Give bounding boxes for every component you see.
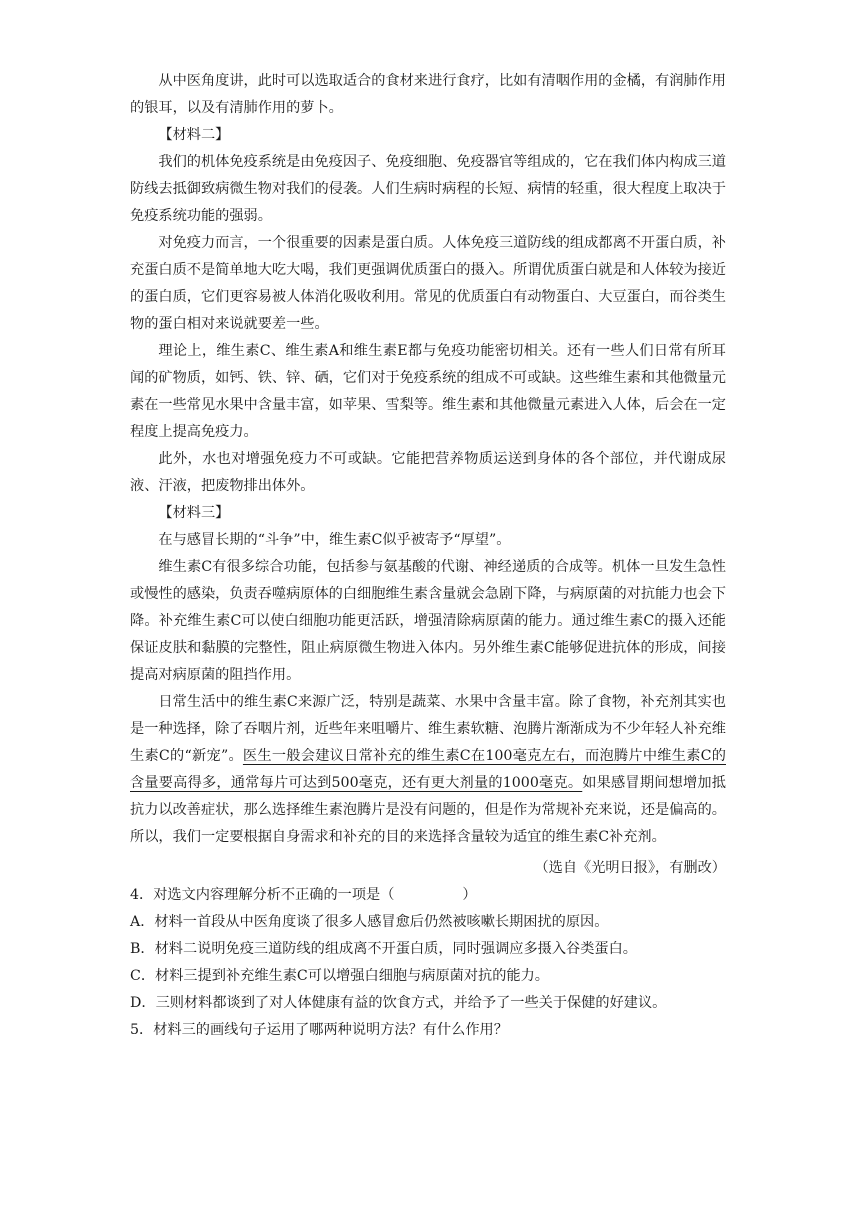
question-4-option-a: A．材料一首段从中医角度谈了很多人感冒愈后仍然被咳嗽长期困扰的原因。 — [130, 914, 609, 930]
question-4-option-b: B．材料二说明免疫三道防线的组成离不开蛋白质，同时强调应多摄入谷类蛋白。 — [130, 941, 637, 957]
document-page — [130, 68, 726, 1044]
material3-paragraph-3 — [130, 689, 726, 851]
question-5-stem: 5．材料三的画线句子运用了哪两种说明方法？有什么作用？ — [130, 1022, 508, 1038]
material2-heading: 【材料二】 — [158, 127, 230, 143]
material3-paragraph-2: 维生素C有很多综合功能，包括参与氨基酸的代谢、神经递质的合成等。机体一旦发生急性或慢性的感染，负责吞噬病原体的白细胞维生素含量就会急剧下降，与病原菌的对抗能力也会下降。补充维生素C可以使白细胞功能更活跃，增强清除病原菌的能力。通过维生素C的摄入还能保证皮肤和黏膜的完整性，阻止病原微生物进入体内。另外维生素C能够促进抗体的形成，间接提高对病原菌的阻挡作用。 — [130, 559, 726, 683]
question-4-option-d: D．三则材料都谈到了对人体健康有益的饮食方式，并给予了一些关于保健的好建议。 — [130, 995, 667, 1011]
material2-paragraph-2: 对免疫力而言，一个很重要的因素是蛋白质。人体免疫三道防线的组成都离不开蛋白质，补充蛋白质不是简单地大吃大喝，我们更强调优质蛋白的摄入。所谓优质蛋白就是和人体较为接近的蛋白质，它们更容易被人体消化吸收利用。常见的优质蛋白有动物蛋白、大豆蛋白，而谷类生物的蛋白相对来说就要差一些。 — [130, 235, 726, 332]
material3-heading: 【材料三】 — [158, 505, 230, 521]
underlined-sentence: 医生一般会建议日常补充的维生素C在100毫克左右，而泡腾片中维生素C的含量要高得多，通常每片可达到500毫克，还有更大剂量的1000毫克。 — [130, 748, 726, 791]
source-citation: （选自《光明日报》，有删改） — [534, 860, 726, 876]
material3-p3-after: 如果感冒期间想增加抵抗力以改善症状，那么选择维生素泡腾片是没有问题的，但是作为常规补充来说，还是偏高的。所以，我们一定要根据自身需求和补充的目的来选择含量较为适宜的维生素C补充剂。 — [130, 775, 726, 845]
material2-paragraph-3: 理论上，维生素C、维生素A和维生素E都与免疫功能密切相关。还有一些人们日常有所耳闻的矿物质，如钙、铁、锌、硒，它们对于免疫系统的组成不可或缺。这些维生素和其他微量元素在一些常见水果中含量丰富，如苹果、雪梨等。维生素和其他微量元素进入人体，后会在一定程度上提高免疫力。 — [130, 343, 726, 440]
material1-paragraph: 从中医角度讲，此时可以选取适合的食材来进行食疗，比如有清咽作用的金橘，有润肺作用的银耳，以及有清肺作用的萝卜。 — [130, 73, 726, 116]
material2-paragraph-1: 我们的机体免疫系统是由免疫因子、免疫细胞、免疫器官等组成的，它在我们体内构成三道防线去抵御致病微生物对我们的侵袭。人们生病时病程的长短、病情的轻重，很大程度上取决于免疫系统功能的强弱。 — [130, 154, 726, 224]
material2-paragraph-4: 此外，水也对增强免疫力不可或缺。它能把营养物质运送到身体的各个部位，并代谢成尿液、汗液，把废物排出体外。 — [130, 451, 726, 494]
question-4-option-c: C．材料三提到补充维生素C可以增强白细胞与病原菌对抗的能力。 — [130, 968, 549, 984]
question-4-stem — [130, 882, 726, 909]
question-4-stem-text: 4．对选文内容理解分析不正确的一项是（ — [130, 887, 395, 903]
material3-p3-before: 日常生活中的维生素C来源广泛，特别是蔬菜、水果中含量丰富。除了食物，补充剂其实也是一种选择，除了吞咽片剂，近些年来咀嚼片、维生素软糖、泡腾片渐渐成为不少年轻人补充维生素C的“新宠”。 — [130, 694, 726, 764]
material3-paragraph-1: 在与感冒长期的“斗争”中，维生素C似乎被寄予“厚望”。 — [158, 532, 511, 548]
question-4-stem-end: ） — [462, 887, 477, 903]
